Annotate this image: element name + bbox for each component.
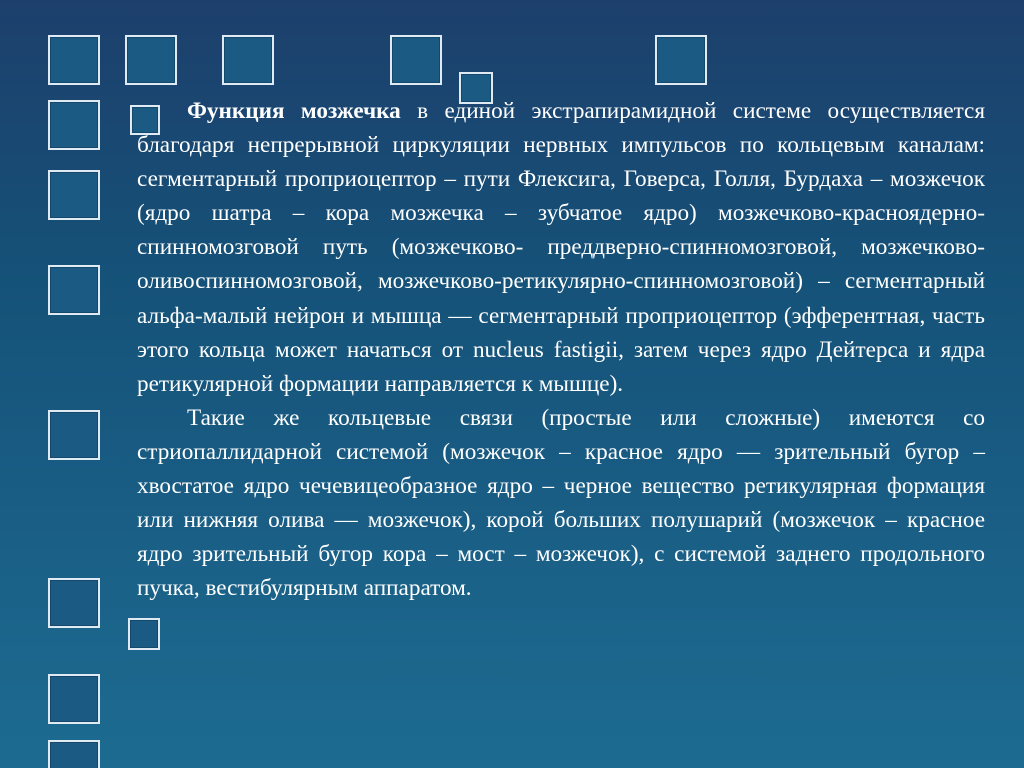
decor-square — [48, 265, 100, 315]
decor-square — [655, 35, 707, 85]
decor-square — [48, 170, 100, 220]
paragraph-2: Такие же кольцевые связи (простые или сложные) имеются со стриопаллидарной системой (мозжечок – красное ядро — зрительный бугор – хвостатое ядро чечевицеобразное ядро – черное вещество ретикулярная формация или нижняя олива — мозжечок), корой больших полушарий (мозжечок – красное ядро зрительный бугор кора – мост – мозжечок), с системой заднего продольного пучка, вестибулярным аппаратом. — [137, 404, 985, 602]
decor-square — [390, 35, 442, 85]
decor-square — [128, 618, 160, 650]
paragraph-1-body: в единой экстрапирамидной системе осуществляется благодаря непрерывной циркуляции нервных импульсов по кольцевым каналам: сегментарный проприоцептор – пути Флексига, Говерса, Голля, Бурдаха – мозжечок (ядро шатра – кора мозжечка – зубчатое ядро) мозжечково-красноядерно-спинномозговой путь (мозжечково- преддверно-спинномозговой, мозжечково-оливоспинномозговой, мозжечково-ретикулярно-спинномозговой) – сегментарный альфа-малый нейрон и мышца — сегментарный проприоцептор (эфферентная, часть этого кольца может начаться от nucleus fastigii, затем через ядро Дейтерса и ядра ретикулярной формации направляется к мышце). — [137, 98, 985, 397]
decor-square — [48, 410, 100, 460]
decor-square — [125, 35, 177, 85]
decor-square — [48, 35, 100, 85]
paragraph-1-title: Функция мозжечка — [187, 98, 401, 124]
decor-square — [222, 35, 274, 85]
decor-square — [48, 674, 100, 724]
decor-square — [48, 100, 100, 150]
decor-square — [48, 578, 100, 628]
slide-text — [137, 94, 985, 605]
paragraph-1 — [137, 94, 985, 401]
decor-square — [48, 740, 100, 768]
